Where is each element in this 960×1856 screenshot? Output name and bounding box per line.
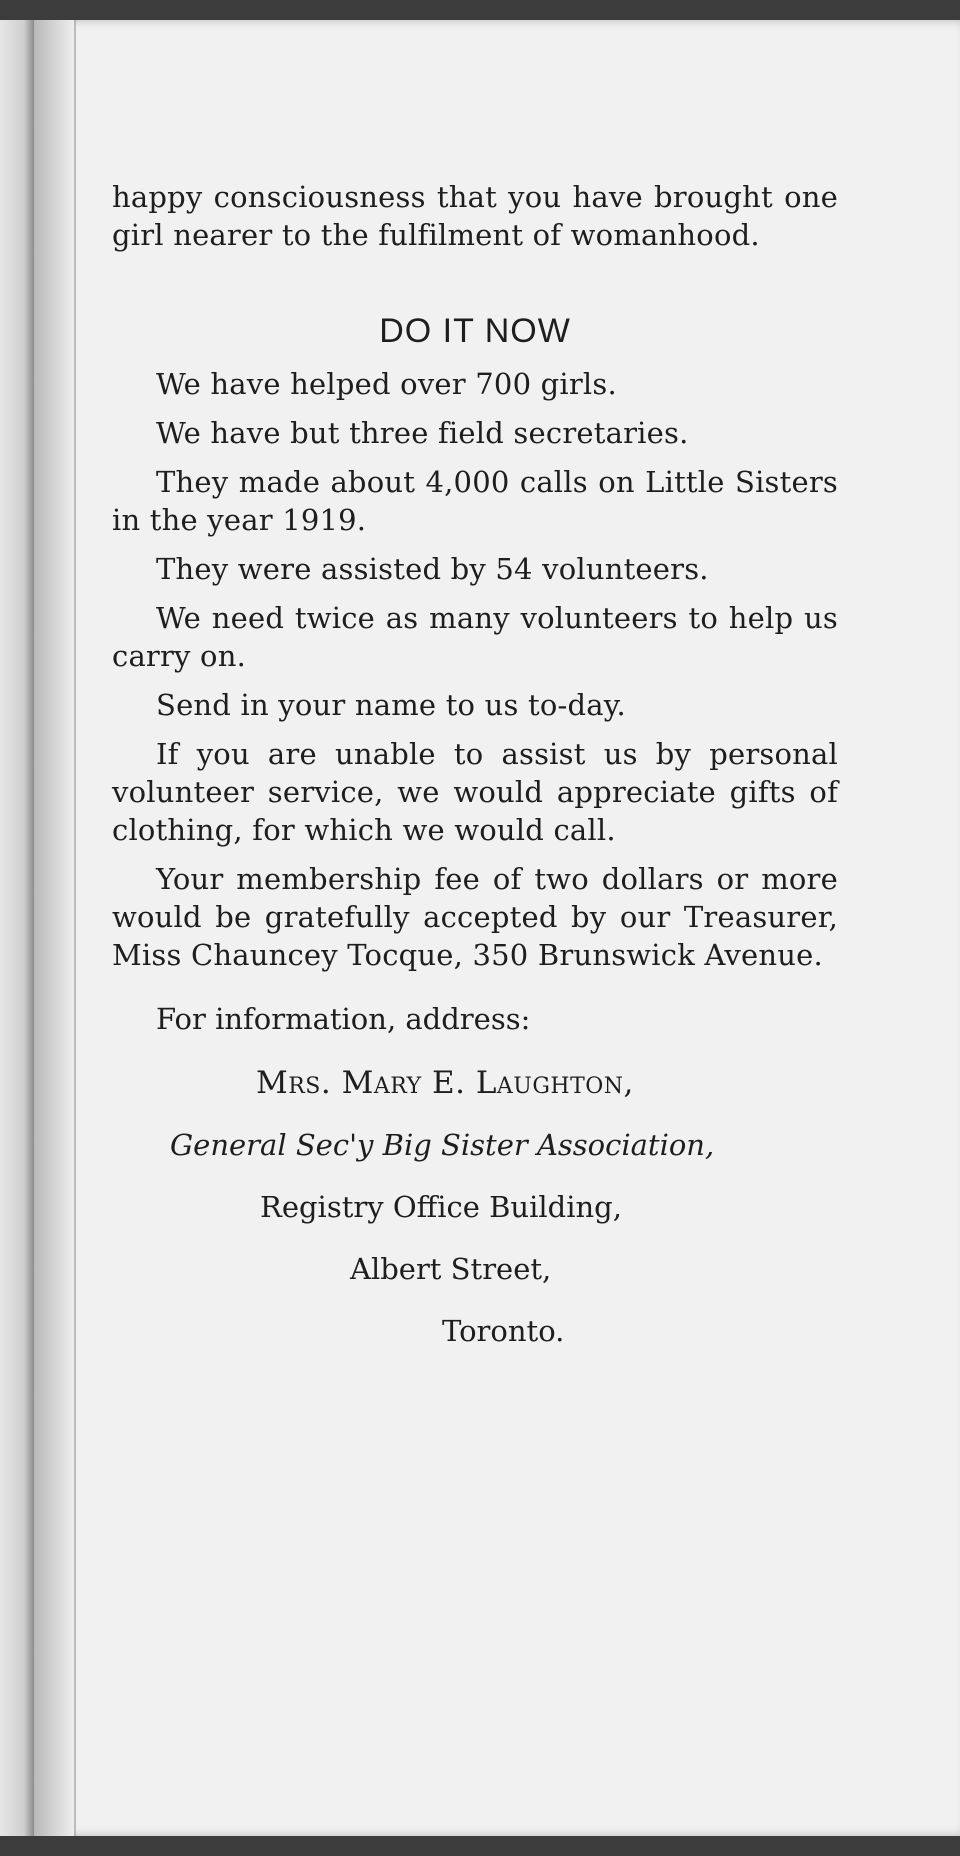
body-paragraph: If you are unable to assist us by personal volunteer service, we would appreciate gifts of clothing, for which we would call. (112, 737, 838, 847)
contact-name: Mrs. Mary E. Laughton, (256, 1065, 634, 1101)
contact-street: Albert Street, (350, 1252, 552, 1286)
binding-shadow (34, 20, 74, 1836)
body-paragraph: We have but three field secretaries. (156, 416, 689, 450)
contact-intro: For information, address: (156, 1002, 531, 1036)
section-heading: DO IT NOW (379, 312, 571, 350)
body-paragraph: Send in your name to us to-day. (156, 688, 626, 722)
body-paragraph: Your membership fee of two dollars or more would be gratefully accepted by our Treasurer, Miss Chauncey Tocque, 350 Brunswick Avenue. (112, 862, 838, 972)
contact-building: Registry Office Building, (260, 1190, 622, 1224)
contact-city: Toronto. (442, 1314, 565, 1348)
binding-crease (74, 20, 76, 1836)
page-body (112, 178, 838, 1350)
body-paragraph: They made about 4,000 calls on Little Sisters in the year 1919. (112, 465, 838, 537)
body-paragraph: We need twice as many volunteers to help us carry on. (112, 601, 838, 673)
body-paragraph: We have helped over 700 girls. (156, 367, 617, 401)
facing-page-edge (0, 20, 34, 1836)
continued-paragraph: happy consciousness that you have brought one girl nearer to the fulfilment of womanhood. (112, 180, 838, 252)
body-paragraph: They were assisted by 54 volunteers. (156, 552, 709, 586)
contact-block (112, 1000, 838, 1350)
contact-title: General Sec'y Big Sister Association, (170, 1128, 715, 1162)
